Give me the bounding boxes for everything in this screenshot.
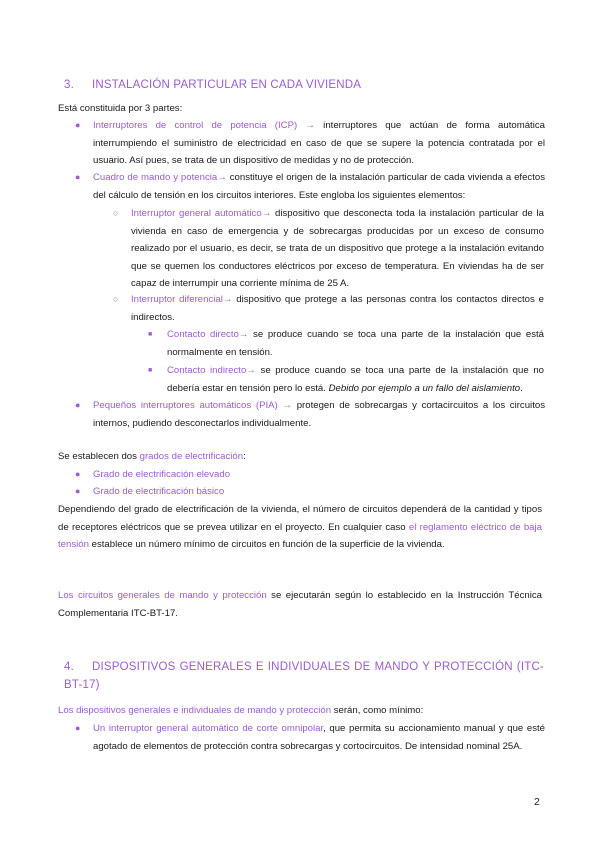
desc-icp: interruptores que actúan de forma automática interrumpiendo el suministro de electricidad en caso de que se supere la potencia contratada por el usuario. Así pues, se trata de un dispositivo de medidas y no de protección. xyxy=(93,120,545,167)
list-item-cuadro xyxy=(93,169,545,204)
list-item-diferencial xyxy=(131,291,544,326)
desc-tail: . xyxy=(520,382,523,394)
bullet-icon: ● xyxy=(75,486,81,496)
desc-cuadro: constituye el origen de la instalación particular de cada vivienda a efectos del cálculo de tensión en los circuitos interiores. Este engloba los siguientes elementos: xyxy=(93,172,546,201)
reglamento-term: el reglamento eléctrico de baja tensión xyxy=(58,521,542,551)
list-item-iga xyxy=(131,205,544,293)
section-4-number: 4. xyxy=(64,661,74,673)
grades-intro-post: : xyxy=(243,451,246,462)
desc-diferencial: dispositivo que protege a las personas contra los contactos directos e indirectos. xyxy=(131,294,544,323)
section-4-heading xyxy=(64,658,544,694)
desc-iga: dispositivo que desconecta toda la instalación particular de la vivienda en caso de emergencia y de sobrecargas producidas por un exceso de consumo realizado por el usuario, es decir, se trata de un dispositivo que protege a la instalación evitando que se quemen los conductores eléctricos por exceso de temperatura. En viviendas ha de ser capaz de interrumpir una corriente mínima de 25 A. xyxy=(131,208,544,290)
section-3-intro: Está constituida por 3 partes: xyxy=(58,103,183,114)
term-diferencial: Interruptor diferencial→ xyxy=(131,294,233,305)
bullet-icon: ○ xyxy=(113,294,119,304)
term-cuadro: Cuadro de mando y potencia→ xyxy=(93,172,227,183)
general-circuits-term: Los circuitos generales de mando y protección xyxy=(58,590,267,601)
circuits-paragraph xyxy=(58,501,542,554)
term-iga-omnipolar: Un interruptor general automático de corte omnipolar xyxy=(93,723,324,734)
circuits-post: establece un número mínimo de circuitos en función de la superficie de la vivienda. xyxy=(88,539,445,551)
circuits-pre: Dependiendo del grado de electrificación de la vivienda, el número de circuitos dependerá de la cantidad y tipos de receptores eléctricos que se prevea utilizar en el proyecto. En cualquier caso xyxy=(58,504,542,533)
list-item-pia xyxy=(93,397,545,432)
section-4-intro-post: serán, como mínimo: xyxy=(331,705,424,716)
grades-term: grados de electrificación xyxy=(139,451,244,462)
section-3-number: 3. xyxy=(64,79,74,91)
section-4-intro xyxy=(58,702,542,720)
grade-basico: Grado de electrificación básico xyxy=(93,486,225,497)
general-circuits-post: se ejecutarán según lo establecido en la Instrucción Técnica Complementaria ITC-BT-17. xyxy=(58,590,542,619)
section-4-intro-term: Los dispositivos generales e individuales de mando y protección xyxy=(58,705,332,716)
list-item-iga-omnipolar xyxy=(93,720,545,755)
bullet-icon: ● xyxy=(75,723,81,733)
grades-intro xyxy=(58,448,542,466)
section-3-heading xyxy=(64,76,544,94)
list-item-icp xyxy=(93,117,545,170)
grades-intro-pre: Se establecen dos xyxy=(58,451,140,462)
list-item-contacto-directo xyxy=(167,326,544,361)
term-pia: Pequeños interruptores automáticos (PIA) → xyxy=(93,400,293,411)
desc-pia: protegen de sobrecargas y cortacircuitos a los circuitos internos, pudiendo desconectarlos individualmente. xyxy=(93,400,545,429)
bullet-icon: ○ xyxy=(113,208,119,218)
bullet-icon: ■ xyxy=(148,331,153,338)
term-contacto-indirecto: Contacto indirecto→ xyxy=(167,365,256,376)
desc-contacto-directo: se produce cuando se toca una parte de la instalación que está normalmente en tensión. xyxy=(167,329,545,358)
example-italic: Debido por ejemplo a un fallo del aislamiento xyxy=(328,382,521,394)
bullet-icon: ● xyxy=(75,400,81,410)
bullet-icon: ● xyxy=(75,469,81,479)
list-item-contacto-indirecto xyxy=(167,362,544,397)
section-4-title: DISPOSITIVOS GENERALES E INDIVIDUALES DE MANDO Y PROTECCIÓN (ITC-BT-17) xyxy=(64,661,544,691)
general-circuits-paragraph xyxy=(58,587,542,622)
grade-elevado: Grado de electrificación elevado xyxy=(93,469,231,480)
page-number: 2 xyxy=(534,796,540,808)
term-icp: Interruptores de control de potencia (ICP) → xyxy=(93,120,315,131)
desc-iga-omnipolar: , que permita su accionamiento manual y que esté agotado de elementos de protección contra sobrecargas y cortocircuitos. De intensidad nominal 25A. xyxy=(93,723,545,752)
desc-contacto-indirecto: se produce cuando se toca una parte de la instalación que no debería estar en tensión pero lo está. xyxy=(167,365,544,394)
term-contacto-directo: Contacto directo→ xyxy=(167,329,249,340)
section-3-title: INSTALACIÓN PARTICULAR EN CADA VIVIENDA xyxy=(92,79,362,91)
term-iga: Interruptor general automático→ xyxy=(131,208,272,219)
bullet-icon: ■ xyxy=(148,367,153,374)
bullet-icon: ● xyxy=(75,172,81,182)
bullet-icon: ● xyxy=(75,120,81,130)
